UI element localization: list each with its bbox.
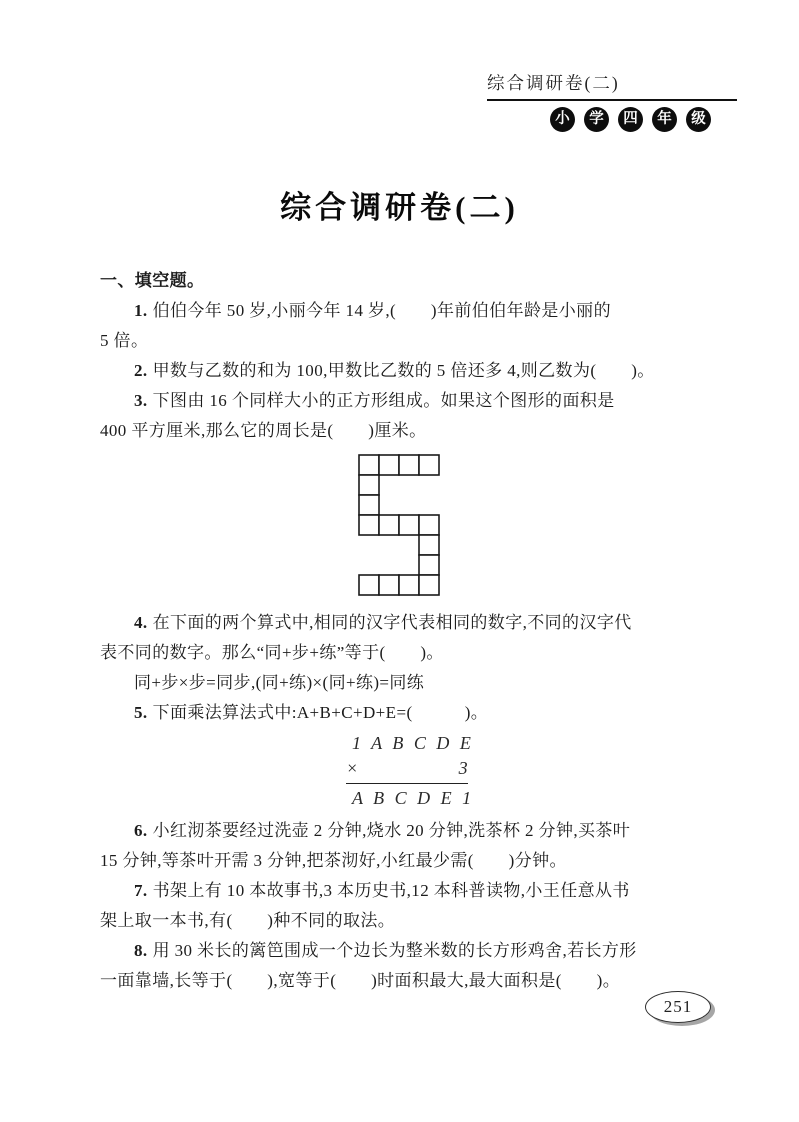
grade-badge: 小: [550, 107, 575, 132]
header-booklet-title: 综合调研卷(二): [487, 70, 737, 101]
question-2-text: 甲数与乙数的和为 100,甲数比乙数的 5 倍还多 4,则乙数为( )。: [152, 361, 655, 380]
question-4-text: 在下面的两个算式中,相同的汉字代表相同的数字,不同的汉字代: [152, 613, 632, 632]
grade-badge: 学: [584, 107, 609, 132]
question-6-text: 小红沏茶要经过洗壶 2 分钟,烧水 20 分钟,洗茶杯 2 分钟,买茶叶: [152, 821, 631, 840]
question-6-line-2: 15 分钟,等茶叶开需 3 分钟,把茶沏好,小红最少需( )分钟。: [100, 851, 567, 870]
question-4-line-1: [100, 608, 720, 638]
multiply-sign: ×: [346, 758, 359, 778]
grade-badge: 四: [618, 107, 643, 132]
multiplication-result: A B C D E 1: [352, 788, 475, 808]
question-6-line-1: [100, 816, 720, 846]
page-header: [487, 70, 737, 132]
question-1-line-2: 5 倍。: [100, 331, 149, 350]
question-8-line-1: [100, 936, 720, 966]
grid-figure-svg: [358, 454, 440, 596]
grade-badge: 年: [652, 107, 677, 132]
grade-badge-row: [487, 107, 737, 132]
multiplication-figure: [346, 731, 475, 811]
question-8-number: 8.: [134, 941, 148, 960]
question-2-line-1: [100, 356, 720, 386]
page-number: 251: [663, 997, 693, 1016]
question-4-line-2: 表不同的数字。那么“同+步+练”等于( )。: [100, 643, 444, 662]
question-7-line-2: 架上取一本书,有( )种不同的取法。: [100, 911, 396, 930]
question-8-line-2: 一面靠墙,长等于( ),宽等于( )时面积最大,最大面积是( )。: [100, 971, 621, 990]
question-8-text: 用 30 米长的篱笆围成一个边长为整米数的长方形鸡舍,若长方形: [152, 941, 637, 960]
grade-badge: 级: [686, 107, 711, 132]
section-heading: 一、填空题。: [100, 271, 205, 290]
question-1-number: 1.: [134, 301, 148, 320]
question-5-line-1: [100, 698, 720, 728]
question-3-number: 3.: [134, 391, 148, 410]
question-3-line-1: [100, 386, 720, 416]
question-4-number: 4.: [134, 613, 148, 632]
multiplication-multiplier: 3: [458, 758, 468, 778]
page-title: 综合调研卷(二): [280, 190, 519, 225]
question-2-number: 2.: [134, 361, 148, 380]
worksheet-body: [100, 266, 720, 996]
question-1-text: 伯伯今年 50 岁,小丽今年 14 岁,( )年前伯伯年龄是小丽的: [152, 301, 611, 320]
question-3-grid-figure: [358, 454, 440, 596]
question-7-text: 书架上有 10 本故事书,3 本历史书,12 本科普读物,小王任意从书: [152, 881, 630, 900]
multiplication-multiplicand: 1 A B C D E: [352, 733, 474, 753]
question-3-line-2: 400 平方厘米,那么它的周长是( )厘米。: [100, 421, 427, 440]
question-1-line-1: [100, 296, 720, 326]
question-6-number: 6.: [134, 821, 148, 840]
question-4-formula: 同+步×步=同步,(同+练)×(同+练)=同练: [134, 673, 425, 692]
question-3-text: 下图由 16 个同样大小的正方形组成。如果这个图形的面积是: [152, 391, 615, 410]
multiplication-operator-row: [346, 756, 468, 784]
question-7-line-1: [100, 876, 720, 906]
page-number-badge: [645, 991, 711, 1023]
question-7-number: 7.: [134, 881, 148, 900]
question-5-text: 下面乘法算法式中:A+B+C+D+E=( )。: [152, 703, 489, 722]
question-5-number: 5.: [134, 703, 148, 722]
